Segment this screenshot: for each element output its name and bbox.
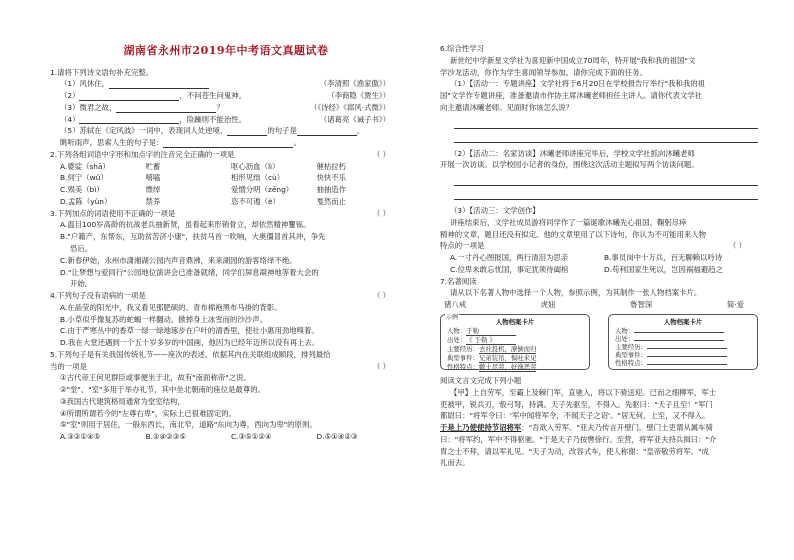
q6-answer-line-2[interactable]	[454, 133, 758, 143]
q6-options-row-2	[440, 265, 758, 275]
example-card	[440, 314, 590, 370]
q6-activity-3-cont: 讲座结束后，文学社成员游将同学作了一篇诞歌沐曦先心祖国、鞠躬尽瘁	[450, 217, 687, 227]
q3-answer-paren[interactable]: （ ）	[372, 208, 390, 218]
q6-option-a[interactable]: A.一寸丹心图报国，两行清泪为思亲	[450, 253, 569, 263]
q3-option-d[interactable]: D."让梦想与爱同行"公园地位演讲会已准备就绪，同学们屏息凝神地等着大会的	[60, 267, 319, 277]
answer-field-experience[interactable]: 主要经历：	[615, 343, 751, 351]
q6-intro-2: 学沙龙活动，你作为学生喜闻领导参加。请你完成下面的任务。	[440, 67, 647, 77]
q4-option-b[interactable]: B.小草似乎像复苏的蛇蝎一样翻动，掀掉身上冰雪而的沙沙声。	[60, 314, 267, 324]
q2-answer-paren[interactable]: （ ）	[372, 149, 390, 159]
q5-sentence-3: ③我国古代建筑格局通常为堂室结构，	[60, 396, 185, 406]
exam-title: 湖南省永州市2019年中考语文真题试卷	[123, 44, 329, 57]
q2-option-a[interactable]: A.婆娑（shā） 贮蓄 呕心沥血（lì） 催枯拉朽	[60, 161, 347, 171]
q7-intro: 请从以下名著人物中选择一个人物，参照示例，为其制作一张人物档案卡片。	[450, 288, 702, 298]
q6-activity-1: （1）【活动一：专题讲座】文学社将于6月20日在学校报告厅举行"我和我的祖	[450, 79, 706, 89]
q4-option-c[interactable]: C.由于严寒丛中的香草一绿一绿地琢步在户叶的清香里，使社小惠用劲地嗅着。	[60, 326, 319, 336]
q6-answer-paren[interactable]: （ ）	[728, 241, 746, 251]
q6-activity-3-cont2: 精神的文章，题目还没有拟定。他的文章里用了以下诗句，你认为不可能用来人物	[440, 229, 707, 239]
q6-options-row-1	[440, 253, 758, 263]
example-field-experience: 主要经历：去社投机，潦倒而归	[447, 345, 537, 354]
q1-blank-6[interactable]	[297, 128, 357, 136]
q1-blank-4[interactable]	[79, 116, 179, 124]
q2-option-b[interactable]: B.伺宁（wǔ） 嘻嗑 相形见绌（cù） 快快不乐	[60, 173, 347, 183]
q2-option-d[interactable]: D.孟陈（yùn） 禁养 恣不可遏（è） 戛然而止	[60, 196, 347, 206]
q6-option-c[interactable]: C.位卑未敢忘忧国，事定犹须待阖棺	[450, 264, 569, 274]
answer-field-event[interactable]: 典型事件：	[615, 351, 751, 359]
q1-item-1: （1）风休住， （李清照《渔家傲》）	[60, 79, 390, 89]
q6-activity-1-cont2: 向主邀请沐曦老师。见面时你该怎么说？	[440, 102, 574, 112]
q6-option-b[interactable]: B.事员岗中十万兵，百无聊赖以吟诗	[604, 253, 723, 263]
q5-sentence-4: ④所谓所谓若今的"左尊右卑"，实际上已很难固定的。	[60, 408, 237, 418]
reading-line-5: 曰："将军约，军中不得驱驰。"于是天子乃按辔徐行。至营，将军亚夫持兵揖曰："介	[440, 434, 717, 444]
q3-option-c[interactable]: C.新春伊始，永州市潇湘湖公园内声音鼎沸，来来湖园的游客络绎不绝。	[60, 255, 297, 265]
q2-option-c[interactable]: C.殒美（bì） 缥绰 爱憎分明（zēng） 抽抽造作	[60, 185, 347, 195]
right-column	[440, 0, 758, 560]
q5-option-a[interactable]: A.③②①④⑤	[60, 432, 101, 442]
q6-activity-2-cont: 开展一次访谈。以学校园小记者的身份，围绕这次活动主题拟写两个访谈问题。	[440, 160, 699, 170]
q7-name-2[interactable]: 虎妞	[540, 300, 556, 310]
q6-activity-3-cont3: 特点的一项是 （ ）	[440, 241, 758, 251]
q1-item-2: （2） ，不问苍生问鬼神。 （李商隐《贾生》）	[60, 91, 390, 101]
q7-name-1[interactable]: 猪八戒	[444, 300, 467, 310]
q6-option-d[interactable]: D.苟利国家生死以，岂因祸福避趋之	[604, 264, 723, 274]
answer-card-header: 人物档案卡片	[663, 318, 703, 327]
q5-options	[50, 432, 402, 442]
q3-option-b[interactable]: B."户籍产，东帮东，互助贫苦济小康"，扶贫马首一吹响，大奥僵冒首其冲，争先	[60, 232, 326, 242]
q5-stem: 5.下列句子是有关我国传统礼节——座次的表述，依据其内在关联组成顺段，排列最恰	[50, 349, 331, 359]
q4-option-a[interactable]: A.在晶莹的阳光中，我又看见那肥硕的、青布棉袍黑布马褂的背影。	[60, 302, 282, 312]
q6-answer-line-1[interactable]	[454, 119, 758, 129]
answer-field-source[interactable]: 出处：	[615, 335, 751, 343]
reading-line-2: 吏被甲，锐兵刃，彀弓弩，持满。天子先驱至，不得入。先驱曰："天子且至！"军门	[440, 399, 713, 409]
q5-option-b[interactable]: B.①④②③⑤	[145, 432, 187, 442]
q5-option-c[interactable]: C.③⑤①②④	[231, 432, 272, 442]
q7-name-4[interactable]: 简·爱	[726, 300, 744, 310]
q6-activity-1-cont: 国"文学作专题讲座，准备邀请市作协主席沐曦老师担任主讲人。请你代表文学社	[440, 91, 703, 101]
reading-line-6: 胄之士不拜，请以军礼见。"天子为动，改容式车，使人称谢："皇帝敬劳将军。"成	[440, 446, 709, 456]
q1-stem: 1.请将下列诗文语句补充完整。	[50, 67, 154, 77]
q6-stem: 6.综合性学习	[440, 44, 485, 53]
reading-line-3: 都尉曰："将军令曰：'军中闻将军令，不闻天子之诏'。"居无何，上至，又不得入。	[440, 411, 710, 421]
example-field-event: 典型事件：兄弟装吊，惧吐来见	[447, 354, 537, 363]
q6-activity-2: （2）【活动二：名家访谈】沐曦老师讲座完毕后，学校文学社抓向沐曦老师	[450, 148, 695, 158]
reading-line-7: 礼而去。	[440, 458, 470, 468]
q2-stem: 2.下列各组词语中字形和加点字的注音完全正确的一项是 （ ）	[50, 150, 402, 160]
q1-item-5-cont: 眺听雨声，思索人生的句子是： 。	[60, 138, 301, 148]
q4-answer-paren[interactable]: （ ）	[372, 291, 390, 301]
q3-stem: 3.下列加点的词语使用不正确的一项是 （ ）	[50, 209, 402, 219]
reading-line-4: 于是上乃使使持节诏将军："吾欲入劳军。"亚夫乃传言开壁门。壁门士吏谓从属车骑	[440, 423, 713, 433]
q4-stem: 4.下列句子没有语病的一项是 （ ）	[50, 291, 402, 301]
reading-emphasis: 于是上乃使使持节诏将军	[440, 423, 522, 433]
q6-answer-line-4[interactable]	[454, 190, 758, 200]
q1-item-5: （5）苏轼在《定风波》一词中，表现词人处逆境、 的句子是 ，	[60, 126, 365, 136]
q5-sentence-1: ①古代帝王何见群臣或事便坐于北，故有"南面称帝"之说。	[60, 373, 251, 383]
example-label: 示例	[446, 314, 459, 322]
q7-cards	[440, 314, 758, 370]
q7-name-3[interactable]: 鲁智深	[630, 300, 653, 310]
q7-character-names	[440, 300, 758, 310]
q1-blank-1[interactable]	[109, 81, 209, 89]
q3-option-a[interactable]: A.温目100岁高龄的抗战老兵抽新贤，虽看起来形销骨立，却依然精神矍铄。	[60, 220, 311, 230]
example-field-traits: 性格特点：敷土尽劳，好逸恶劳	[447, 363, 537, 372]
reading-line-1: 【甲】上自劳军，至霸上及棘门军，直驰入，将以下骑送迎。已而之细柳军，军士	[450, 387, 717, 397]
example-card-header: 人物档案卡片	[495, 318, 535, 327]
q6-intro-1: 新世纪中学新星文学社为喜迎新中国成立70周年，特开展"我和我的祖国"文	[450, 55, 696, 65]
example-field-person: 人物：于勒	[447, 327, 583, 336]
q5-sentence-2: ②"堂"，"室"多用于举办礼节，其中坐北朝南的座位是最尊的。	[60, 385, 265, 395]
example-field-source: 出处：《 于勒 》	[447, 336, 583, 345]
q1-blank-2[interactable]	[79, 93, 179, 101]
q1-blank-3[interactable]	[116, 105, 216, 113]
answer-card	[608, 314, 758, 370]
q3-option-d-cont: 开始。	[70, 279, 93, 289]
q7-stem: 7.名著阅读	[440, 276, 477, 286]
q4-option-d[interactable]: D.我在大堂还遇到一个五十岁多岁的中国画，他因为已经年迈所以没有再上去。	[60, 338, 320, 348]
q1-blank-5[interactable]	[227, 128, 267, 136]
answer-field-person[interactable]: 人物：	[615, 327, 751, 335]
q1-item-3: （3）微君之故， ？ （《诗经》《邶风·式微》）	[60, 102, 390, 112]
q1-blank-7[interactable]	[163, 140, 293, 148]
left-column	[50, 0, 402, 560]
q5-sentence-5: ⑤"室"则用于居住，一般东西长，南北窄，道路"东向为尊，西向为卑"的原则。	[60, 420, 317, 430]
q5-stem-cont: 当的一项是 （ ）	[50, 362, 402, 372]
q6-activity-3: （3）【活动三：文学创作】	[450, 206, 540, 216]
reading-head: 阅读文言文完成下列小题	[440, 376, 522, 386]
q6-answer-line-3[interactable]	[454, 176, 758, 186]
q5-answer-paren[interactable]: （ ）	[372, 361, 390, 371]
q1-item-4: （4） ，险躁则不能治性。 （诸葛亮《诫子书》）	[60, 114, 390, 124]
answer-field-traits[interactable]: 性格特点：	[615, 359, 751, 367]
q5-option-d[interactable]: D.⑤①④②③	[316, 432, 358, 442]
q3-option-b-cont: 恐后。	[70, 244, 93, 253]
